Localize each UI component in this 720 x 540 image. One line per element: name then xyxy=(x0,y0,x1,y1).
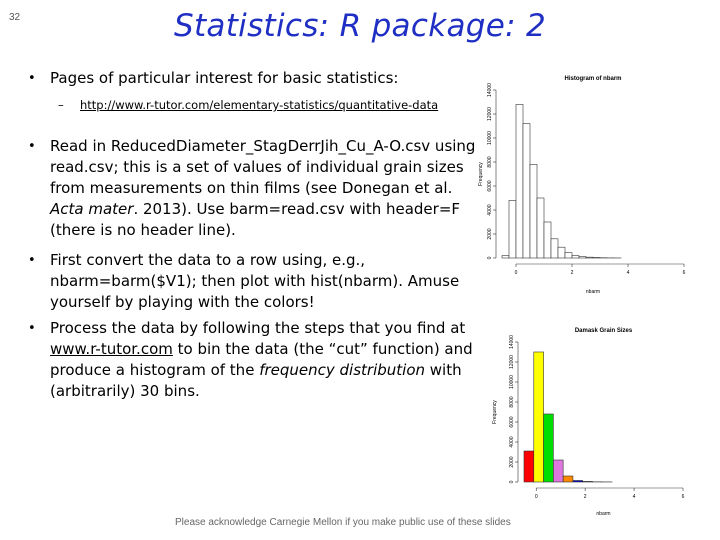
x-tick-label: 6 xyxy=(681,494,685,500)
slide-title: Statistics: R package: 2 xyxy=(173,8,547,44)
histogram-bar xyxy=(553,460,563,482)
y-tick-label: 10000 xyxy=(487,131,493,145)
histogram-bar xyxy=(537,198,544,258)
histogram-bar xyxy=(579,257,586,258)
y-tick-label: 6000 xyxy=(487,180,493,192)
x-tick-label: 0 xyxy=(514,270,518,276)
bullet-dot: • xyxy=(28,139,36,154)
footer-acknowledgement: Please acknowledge Carnegie Mellon if you make public use of these slides xyxy=(175,517,511,528)
bullet-dot: • xyxy=(28,321,36,336)
histogram-bar xyxy=(544,414,554,482)
r-tutor-link[interactable]: www.r-tutor.com xyxy=(50,340,173,358)
x-axis-label: nbarm xyxy=(596,511,611,517)
chart-title: Histogram of nbarm xyxy=(564,76,622,82)
bullet-2-text: Read in ReducedDiameter_StagDerrJih_Cu_A-O.csv using read.csv; this is a set of values of individual grain sizes from measurements on thin films (see Donegan et al. Acta mater. 2013). Use barm=read.csv with header=F (there is no header line). xyxy=(50,137,476,239)
y-tick-label: 2000 xyxy=(509,456,515,468)
bullet-1-text: Pages of particular interest for basic statistics: xyxy=(50,69,399,87)
histogram-bar xyxy=(563,476,573,482)
y-tick-label: 14000 xyxy=(509,335,515,349)
x-tick-label: 2 xyxy=(583,494,587,500)
r-tutor-quantitative-link[interactable]: http://www.r-tutor.com/elementary-statistics/quantitative-data xyxy=(80,98,439,112)
histogram-bar xyxy=(572,256,579,258)
y-axis-label: Frequency xyxy=(478,162,484,186)
slide-number: 32 xyxy=(9,12,21,23)
code-nbarm: nbarm=barm($V1) xyxy=(50,272,192,290)
bullet-4-text: Process the data by following the steps that you find at www.r-tutor.com to bin the data (the “cut” function) and produce a histogram of the frequency distribution with (arbitrarily) 30 bins. xyxy=(50,319,473,400)
y-tick-label: 0 xyxy=(487,256,493,260)
sub-bullet-1 xyxy=(58,98,458,112)
y-tick-label: 6000 xyxy=(509,416,515,428)
x-tick-label: 2 xyxy=(570,270,574,276)
damask-grain-sizes-chart xyxy=(488,320,693,520)
histogram-bar xyxy=(523,124,530,258)
bullet-1 xyxy=(28,68,490,89)
histogram-bar xyxy=(534,352,544,482)
histogram-bar xyxy=(551,239,558,258)
y-tick-label: 8000 xyxy=(509,396,515,408)
histogram-bar xyxy=(530,164,537,258)
histogram-bar xyxy=(516,104,523,258)
y-tick-label: 8000 xyxy=(487,156,493,168)
x-axis-label: nbarm xyxy=(585,289,601,295)
bullet-2 xyxy=(28,136,490,241)
histogram-nbarm-chart xyxy=(474,68,694,298)
y-tick-label: 12000 xyxy=(509,355,515,369)
y-tick-label: 4000 xyxy=(487,204,493,216)
x-tick-label: 6 xyxy=(682,270,686,276)
y-tick-label: 2000 xyxy=(487,228,493,240)
code-barm-read: barm=read.csv xyxy=(229,200,345,218)
bullet-4 xyxy=(28,318,490,402)
bullet-dot: • xyxy=(28,71,36,86)
histogram-bar xyxy=(586,257,593,258)
histogram-bar xyxy=(558,247,565,258)
histogram-bar xyxy=(524,451,534,482)
histogram-bar xyxy=(544,222,551,258)
y-tick-label: 0 xyxy=(509,480,515,484)
bullet-3-text: First convert the data to a row using, e.g., nbarm=barm($V1); then plot with hist(nbarm). Amuse yourself by playing with the colors! xyxy=(50,251,460,311)
x-tick-label: 4 xyxy=(632,494,636,500)
histogram-bar xyxy=(502,256,509,258)
bullet-dot: • xyxy=(28,253,36,268)
x-tick-label: 0 xyxy=(534,494,538,500)
y-tick-label: 4000 xyxy=(509,436,515,448)
chart-title: Damask Grain Sizes xyxy=(574,328,633,334)
bullet-3 xyxy=(28,250,490,313)
x-tick-label: 4 xyxy=(626,270,630,276)
sub-bullet-dash: – xyxy=(58,98,64,112)
histogram-bar xyxy=(583,481,593,482)
histogram-bar xyxy=(565,253,572,258)
y-tick-label: 12000 xyxy=(487,107,493,121)
histogram-bar xyxy=(573,481,583,483)
y-axis-label: Frequency xyxy=(492,400,498,424)
y-tick-label: 10000 xyxy=(509,375,515,389)
y-tick-label: 14000 xyxy=(487,83,493,97)
histogram-bar xyxy=(509,200,516,258)
